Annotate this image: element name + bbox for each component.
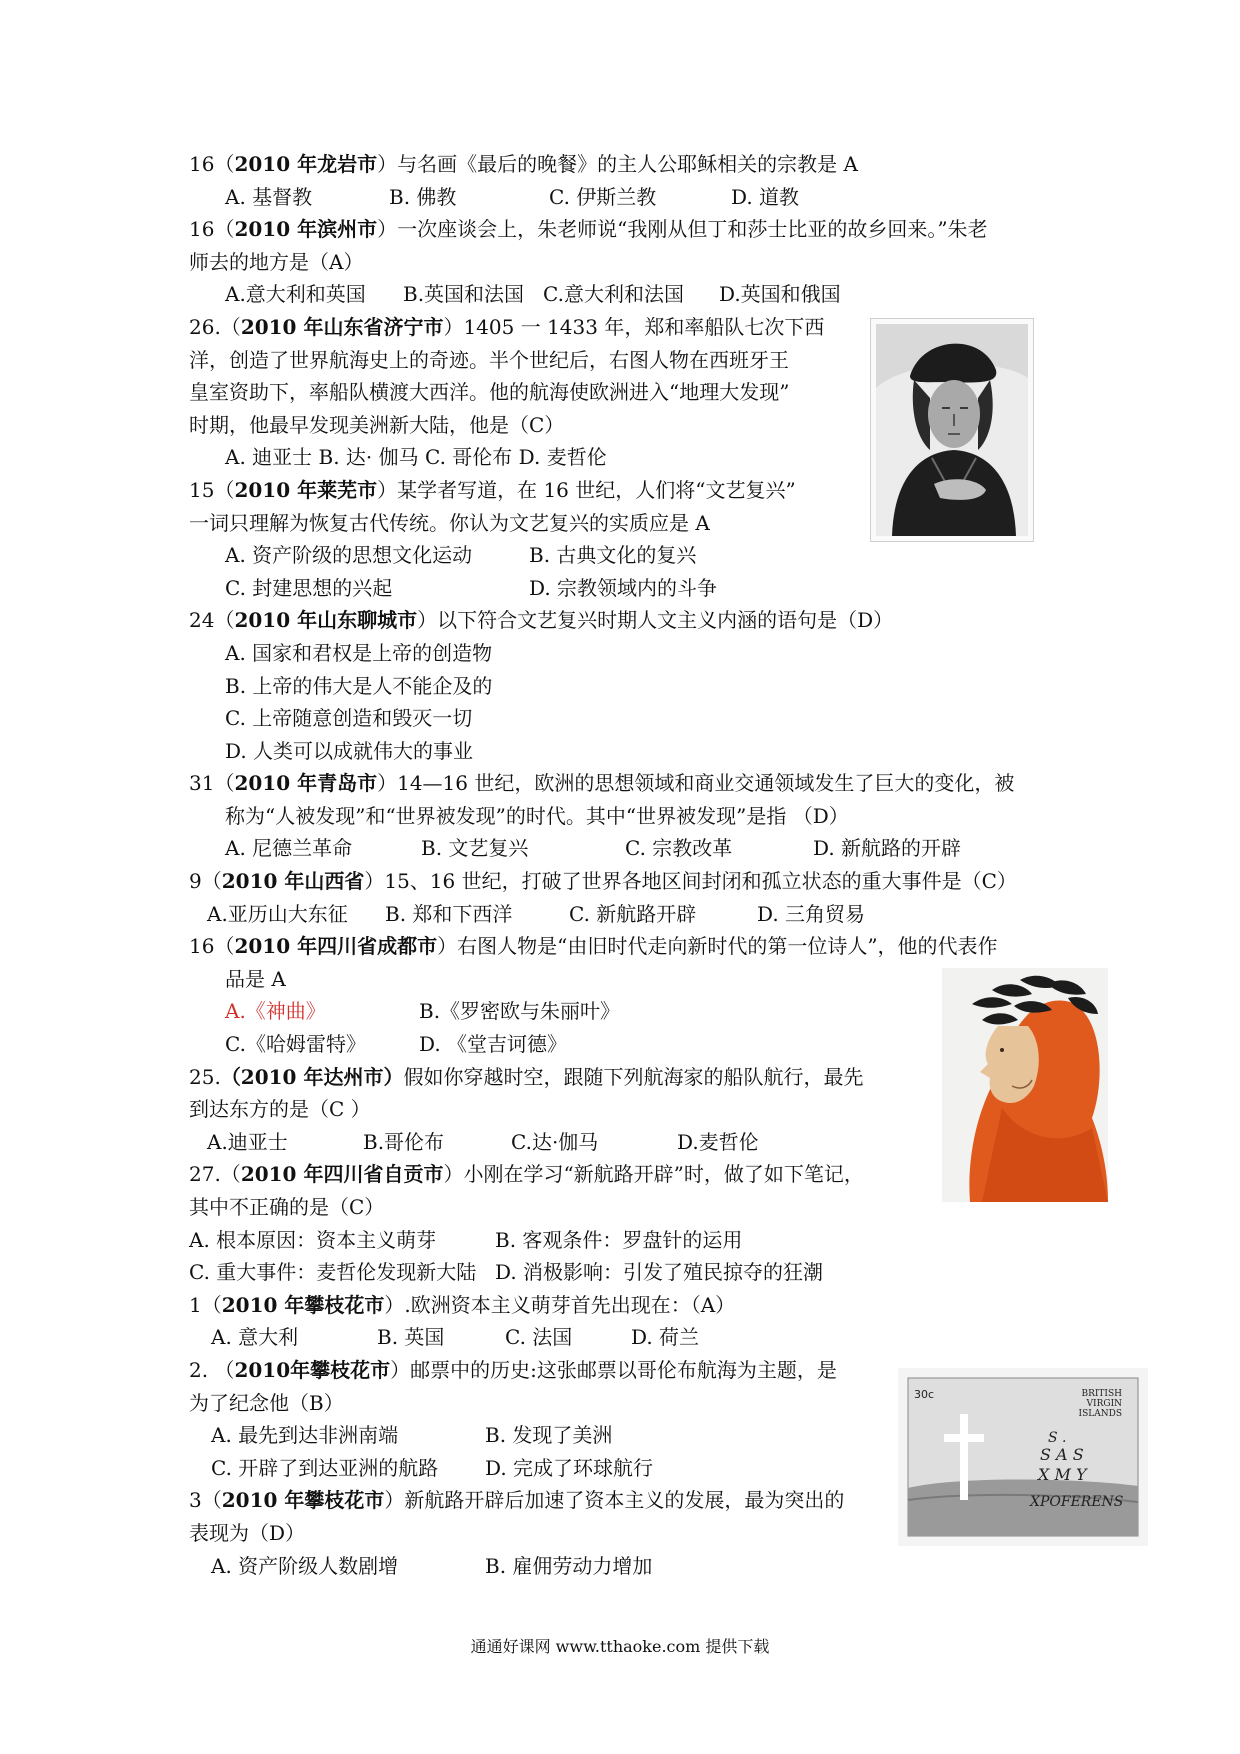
options-row (189, 898, 1059, 931)
option: B. 客观条件：罗盘针的运用 (495, 1227, 743, 1252)
question-text: ）1405 一 1433 年，郑和率船队七次下西 (443, 314, 825, 339)
question-number: 9（ (189, 869, 222, 894)
options-row (189, 1321, 1059, 1354)
option-answer: A.《神曲》 (225, 999, 326, 1024)
stamp-value: 30c (914, 1388, 935, 1401)
option: C.达·伽马 (511, 1129, 599, 1154)
options-row (189, 1550, 1059, 1583)
option: D. 道教 (731, 184, 800, 209)
question-number: 25. (189, 1064, 221, 1089)
option: A. 资产阶级人数剧增 (211, 1553, 399, 1578)
option: C. 法国 (505, 1325, 573, 1350)
option: D. 人类可以成就伟大的事业 (225, 738, 474, 763)
option: A.意大利和英国 (225, 282, 366, 307)
question-text: 其中不正确的是（C） (189, 1195, 385, 1219)
question-source: 2010 年四川省成都市 (234, 934, 438, 959)
option: A.亚历山大东征 (207, 901, 348, 926)
option: C. 封建思想的兴起 (225, 575, 393, 600)
question-text: ）新航路开辟后加速了资本主义的发展，最为突出的 (384, 1488, 845, 1513)
option: A. 基督教 (225, 184, 313, 209)
option: D.英国和俄国 (719, 282, 841, 307)
svg-text:X M Y: X M Y (1038, 1465, 1087, 1484)
question-text: 品是 A (225, 966, 286, 991)
question-source: 2010 年四川省自贡市 (240, 1162, 444, 1187)
svg-text:S A S: S A S (1040, 1445, 1084, 1464)
option: A. 根本原因：资本主义萌芽 (189, 1227, 437, 1252)
option: B. 古典文化的复兴 (529, 543, 697, 568)
option: A. 尼德兰革命 (225, 836, 353, 861)
question-text: 洋，创造了世界航海史上的奇迹。半个世纪后，右图人物在西班牙王 (189, 347, 789, 372)
option: A. 国家和君权是上帝的创造物 (225, 640, 493, 665)
question-text: 称为“人被发现”和“世界被发现”的时代。其中“世界被发现”是指 （D） (225, 803, 849, 828)
option: D. 新航路的开辟 (813, 836, 962, 861)
options-row: A. 迪亚士 B. 达· 伽马 C. 哥伦布 D. 麦哲伦 (225, 445, 607, 470)
question-source: 2010 年山东聊城市 (234, 608, 418, 633)
question-stem (189, 930, 1059, 963)
question-text: 为了纪念他（B） (189, 1390, 344, 1415)
option: B. 佛教 (389, 184, 457, 209)
option: B. 郑和下西洋 (385, 901, 513, 926)
question-source: 2010年攀枝花市 (234, 1357, 391, 1382)
option: A.迪亚士 (207, 1129, 288, 1154)
options-row (189, 1028, 1059, 1061)
option: C.《哈姆雷特》 (225, 1032, 366, 1057)
question-number: 2. （ (189, 1357, 235, 1382)
question-text: 假如你穿越时空，跟随下列航海家的船队航行，最先 (403, 1064, 864, 1089)
question-number: 3（ (189, 1488, 222, 1513)
columbus-portrait-image (870, 318, 1034, 542)
columbus-stamp-image (898, 1368, 1148, 1546)
option: C. 新航路开辟 (569, 901, 697, 926)
option: C. 开辟了到达亚洲的航路 (211, 1455, 439, 1480)
question-text: ）.欧洲资本主义萌芽首先出现在：（A） (384, 1292, 736, 1317)
option: D. 宗教领域内的斗争 (529, 575, 718, 600)
options-row (189, 278, 1059, 311)
option: D. 三角贸易 (757, 901, 866, 926)
question-number: 1（ (189, 1292, 222, 1317)
option: A. 意大利 (211, 1325, 299, 1350)
option: B.英国和法国 (403, 282, 525, 307)
option: D.麦哲伦 (677, 1129, 759, 1154)
question-text: ）14—16 世纪，欧洲的思想领域和商业交通领域发生了巨大的变化，被 (377, 771, 1015, 796)
question-number: 16（ (189, 934, 235, 959)
stamp-country: BRITISH VIRGIN ISLANDS (1078, 1389, 1122, 1419)
option: B. 发现了美洲 (485, 1423, 613, 1448)
question-text: 师去的地方是（A） (189, 249, 364, 274)
options-row (189, 572, 1059, 605)
question-number: 27.（ (189, 1162, 241, 1187)
svg-text:XPOFERENS: XPOFERENS (1030, 1494, 1124, 1510)
option: D. 消极影响：引发了殖民掠夺的狂潮 (495, 1260, 824, 1285)
question-source: 2010 年滨州市 (234, 217, 378, 242)
question-stem (189, 1061, 1059, 1094)
question-number: 16（ (189, 152, 235, 176)
question-source: 2010 年攀枝花市 (221, 1488, 385, 1513)
question-source: 2010 年莱芜市 (234, 477, 378, 502)
options-row (189, 995, 1059, 1028)
question-text: ）15、16 世纪，打破了世界各地区间封闭和孤立状态的重大事件是（C） (364, 869, 1017, 894)
options-row (189, 832, 1059, 865)
options-row (189, 1126, 1059, 1159)
options-row (189, 1224, 1059, 1257)
option: C. 伊斯兰教 (549, 184, 657, 209)
question-number: 31（ (189, 771, 235, 796)
option: B.《罗密欧与朱丽叶》 (419, 999, 621, 1024)
option: B. 英国 (377, 1325, 445, 1350)
question-stem (189, 865, 1059, 898)
options-row (189, 1256, 1059, 1289)
dante-portrait-image (942, 968, 1108, 1202)
question-stem (189, 767, 1059, 800)
question-text: ）一次座谈会上，朱老师说“我刚从但丁和莎士比亚的故乡回来。”朱老 (377, 217, 988, 242)
options-row (189, 539, 1059, 572)
question-text: ）以下符合文艺复兴时期人文主义内涵的语句是（D） (417, 608, 894, 633)
question-text: ）某学者写道，在 16 世纪，人们将“文艺复兴” (377, 477, 796, 502)
question-text: ）邮票中的历史:这张邮票以哥伦布航海为主题，是 (390, 1357, 837, 1382)
question-text: ）右图人物是“由旧时代走向新时代的第一位诗人”，他的代表作 (437, 934, 998, 959)
question-source: 2010 年龙岩市 (234, 152, 378, 176)
page-footer: 通通好课网 www.tthaoke.com 提供下载 (470, 1637, 770, 1656)
option: D. 完成了环球航行 (485, 1455, 654, 1480)
option: A. 最先到达非洲南端 (211, 1423, 399, 1448)
option: B.哥伦布 (363, 1129, 445, 1154)
question-text: 表现为（D） (189, 1520, 306, 1545)
question-source: 2010 年山东省济宁市 (240, 314, 444, 339)
question-source: （2010 年达州市） (220, 1064, 404, 1089)
question-text: 时期，他最早发现美洲新大陆，他是（C） (189, 412, 565, 437)
option: C. 重大事件：麦哲伦发现新大陆 (189, 1260, 477, 1285)
options-row (189, 181, 1059, 214)
question-stem (189, 1158, 1059, 1191)
question-text: 皇室资助下，率船队横渡大西洋。他的航海使欧洲进入“地理大发现” (189, 380, 790, 405)
question-text: 一词只理解为恢复古代传统。你认为文艺复兴的实质应是 A (189, 510, 710, 535)
question-number: 16（ (189, 217, 235, 242)
option: B. 雇佣劳动力增加 (485, 1553, 653, 1578)
question-text: 到达东方的是（C ） (189, 1097, 371, 1122)
question-number: 15（ (189, 477, 235, 502)
option: D. 荷兰 (631, 1325, 700, 1350)
question-source: 2010 年山西省 (221, 869, 365, 894)
question-stem (189, 213, 1059, 246)
question-text: ）小刚在学习“新航路开辟”时，做了如下笔记， (443, 1162, 864, 1187)
question-stem (189, 1289, 1059, 1322)
option: C.意大利和法国 (543, 282, 684, 307)
option: C. 上帝随意创造和毁灭一切 (225, 706, 473, 731)
question-stem (189, 148, 1059, 181)
question-stem (189, 604, 1059, 637)
option: C. 宗教改革 (625, 836, 733, 861)
question-number: 26.（ (189, 314, 241, 339)
question-text: ）与名画《最后的晚餐》的主人公耶稣相关的宗教是 A (377, 152, 858, 176)
option: A. 资产阶级的思想文化运动 (225, 543, 473, 568)
svg-text:S .: S . (1048, 1430, 1067, 1446)
option: B. 文艺复兴 (421, 836, 529, 861)
question-number: 24（ (189, 608, 235, 633)
question-source: 2010 年青岛市 (234, 771, 378, 796)
option: D. 《堂吉诃德》 (419, 1032, 568, 1057)
question-source: 2010 年攀枝花市 (221, 1292, 385, 1317)
option: B. 上帝的伟大是人不能企及的 (225, 673, 493, 698)
